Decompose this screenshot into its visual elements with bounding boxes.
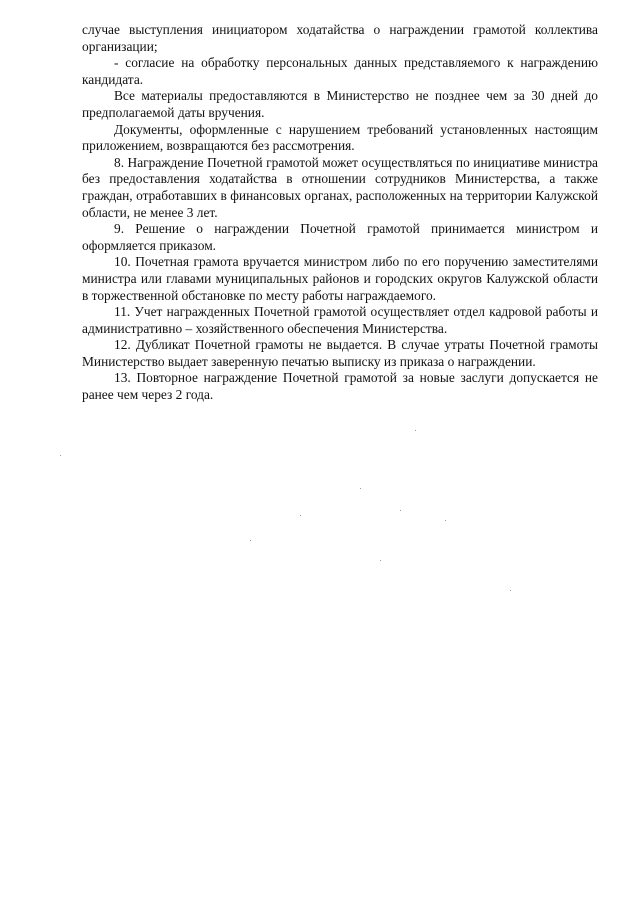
document-body bbox=[82, 22, 598, 404]
scan-speck bbox=[400, 510, 401, 511]
scan-speck bbox=[300, 515, 301, 516]
scan-speck bbox=[250, 540, 251, 541]
paragraph-continuation: случае выступления инициатором ходатайства о награждении грамотой коллектива организации; bbox=[82, 22, 598, 54]
paragraph-item-11: 11. Учет награжденных Почетной грамотой осуществляет отдел кадровой работы и административно – хозяйственного обеспечения Министерства. bbox=[82, 304, 598, 336]
paragraph-item-13: 13. Повторное награждение Почетной грамотой за новые заслуги допускается не ранее чем через 2 года. bbox=[82, 370, 598, 403]
scan-speck bbox=[510, 590, 511, 591]
scan-speck bbox=[60, 455, 61, 456]
paragraph-consent: - согласие на обработку персональных данных представляемого к награждению кандидата. bbox=[82, 55, 598, 87]
scan-speck bbox=[445, 520, 446, 521]
paragraph-materials-deadline: Все материалы предоставляются в Министерство не позднее чем за 30 дней до предполагаемой даты вручения. bbox=[82, 88, 598, 120]
scan-speck bbox=[415, 430, 416, 431]
scan-speck bbox=[380, 560, 381, 561]
paragraph-documents-returned: Документы, оформленные с нарушением требований установленных настоящим приложением, возвращаются без рассмотрения. bbox=[82, 121, 598, 154]
paragraph-item-9: 9. Решение о награждении Почетной грамотой принимается министром и оформляется приказом. bbox=[82, 221, 598, 253]
paragraph-item-10: 10. Почетная грамота вручается министром либо по его поручению заместителями министра или главами муниципальных районов и городских округов Калужской области в торжественной обстановке по месту работы награждаемого. bbox=[82, 254, 598, 303]
paragraph-item-8: 8. Награждение Почетной грамотой может осуществляться по инициативе министра без предоставления ходатайства в отношении сотрудников Министерства, а также граждан, отработавших в финансовых органах, расположенных на территории Калужской области, не менее 3 лет. bbox=[82, 154, 598, 220]
paragraph-item-12: 12. Дубликат Почетной грамоты не выдается. В случае утраты Почетной грамоты Министерство выдает заверенную печатью выписку из приказа о награждении. bbox=[82, 337, 598, 369]
scan-speck bbox=[360, 488, 361, 489]
